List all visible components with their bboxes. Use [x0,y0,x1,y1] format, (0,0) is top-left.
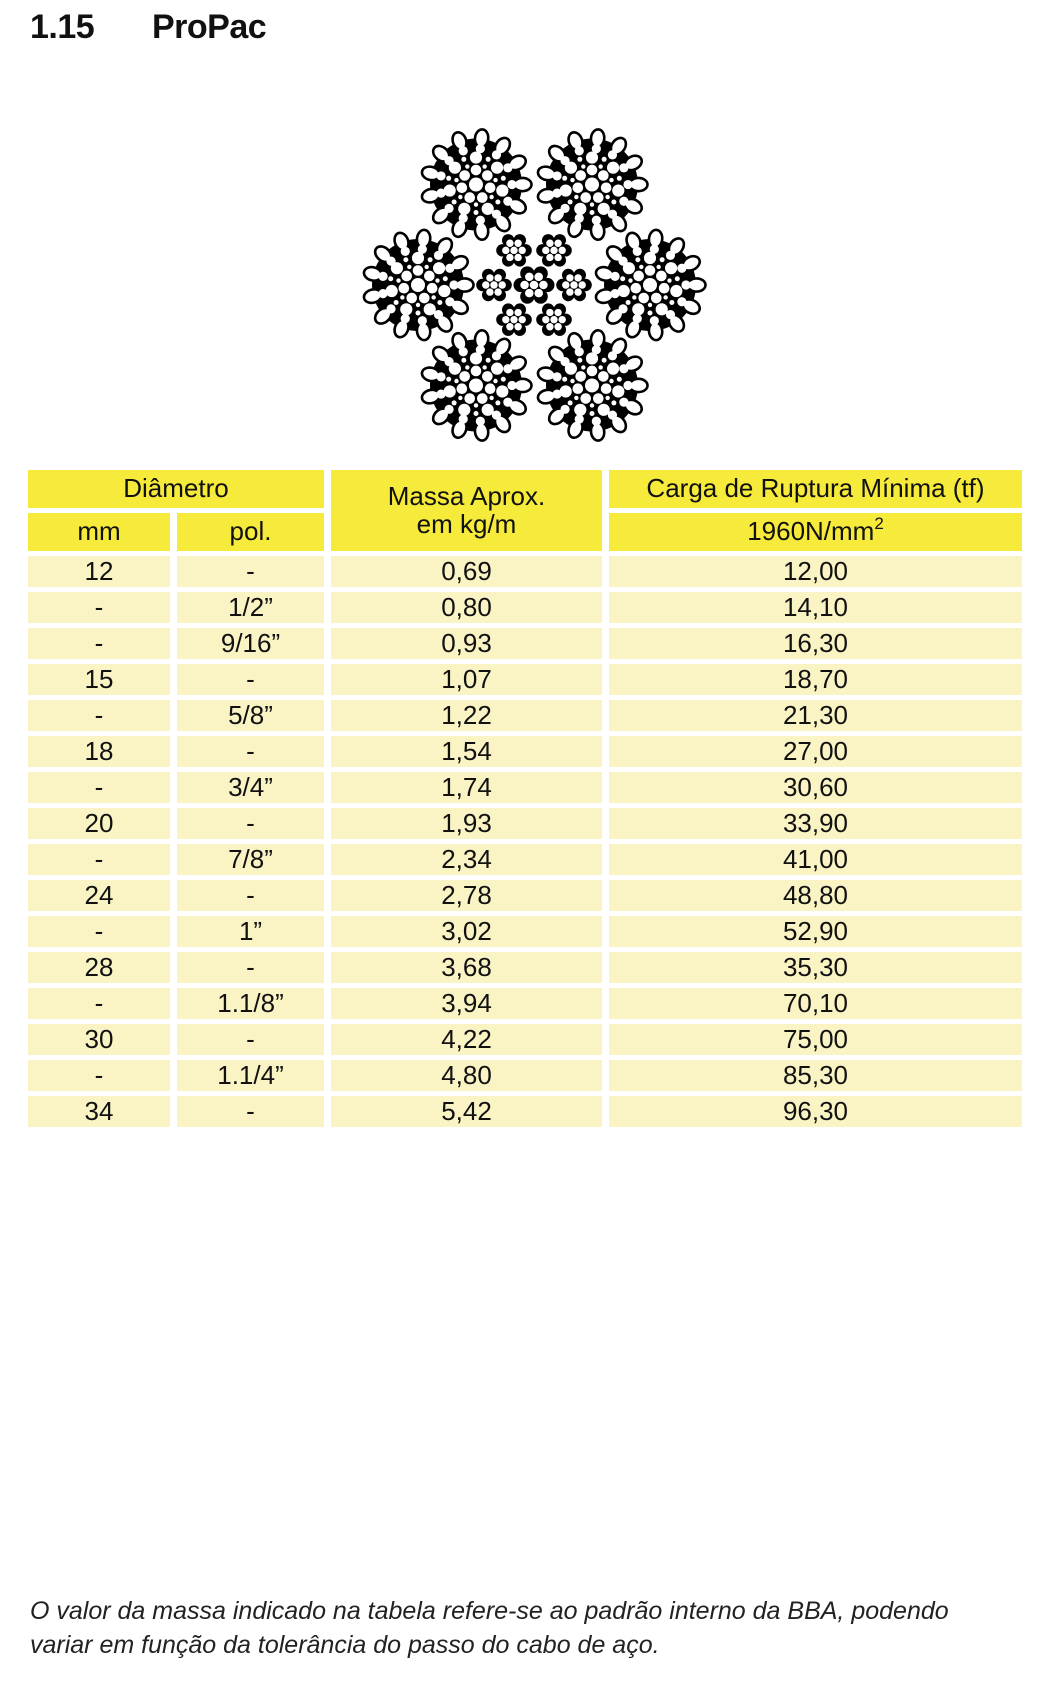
header-pol [177,513,324,551]
header-grade-base: 1960N/mm [747,516,875,547]
table-cell: 20 [28,808,170,839]
table-cell: - [177,556,324,587]
table-cell: 15 [28,664,170,695]
table-cell: - [28,628,170,659]
table-cell: 33,90 [609,808,1022,839]
table-cell: 16,30 [609,628,1022,659]
table-cell: - [177,880,324,911]
table-cell: 4,22 [331,1024,602,1055]
footnote-line1: O valor da massa indicado na tabela refere-se ao padrão interno da BBA, podendo [30,1597,949,1625]
table-cell: - [177,736,324,767]
table-cell: 1.1/8” [177,988,324,1019]
page-title: ProPac [152,8,267,46]
table-cell: 1,93 [331,808,602,839]
table-cell: 48,80 [609,880,1022,911]
table-cell: 1,22 [331,700,602,731]
table-cell: - [28,700,170,731]
table-cell: 0,93 [331,628,602,659]
table-cell: 3/4” [177,772,324,803]
table-cell: 0,80 [331,592,602,623]
table-cell: 9/16” [177,628,324,659]
table-cell: 5,42 [331,1096,602,1127]
table-cell: 41,00 [609,844,1022,875]
footnote [30,1594,949,1662]
table-cell: 70,10 [609,988,1022,1019]
table-cell: 3,68 [331,952,602,983]
table-cell: - [28,916,170,947]
header-mass-line2: em kg/m [416,508,517,539]
table-cell: - [177,808,324,839]
table-cell: 35,30 [609,952,1022,983]
table-cell: - [177,664,324,695]
table-cell: - [28,1060,170,1091]
table-cell: 21,30 [609,700,1022,731]
table-cell: 18 [28,736,170,767]
table-cell: 12,00 [609,556,1022,587]
table-cell: 1,54 [331,736,602,767]
header-mass-line1: Massa Aprox. [387,481,546,512]
spec-table [28,470,1022,1127]
table-cell: - [177,1024,324,1055]
table-cell: - [177,1096,324,1127]
table-cell: 28 [28,952,170,983]
table-cell: 96,30 [609,1096,1022,1127]
table-cell: 4,80 [331,1060,602,1091]
header-grade-superscript: 2 [874,514,884,534]
table-cell: 1.1/4” [177,1060,324,1091]
table-cell: 75,00 [609,1024,1022,1055]
table-cell: - [28,988,170,1019]
table-cell: 18,70 [609,664,1022,695]
header-mm-label: mm [77,516,121,547]
header-pol-label: pol. [229,516,272,547]
section-number: 1.15 [30,8,95,46]
table-cell: - [177,952,324,983]
header-mass [331,470,602,551]
table-cell: 14,10 [609,592,1022,623]
table-cell: 1,07 [331,664,602,695]
table-cell: 1” [177,916,324,947]
table-cell: 30 [28,1024,170,1055]
table-cell: 0,69 [331,556,602,587]
footnote-line2: variar em função da tolerância do passo do cabo de aço. [30,1631,660,1659]
table-cell: 3,02 [331,916,602,947]
table-cell: 24 [28,880,170,911]
table-cell: 3,94 [331,988,602,1019]
table-cell: - [28,592,170,623]
header-diameter-label: Diâmetro [123,473,229,504]
table-cell: 2,34 [331,844,602,875]
table-cell: 85,30 [609,1060,1022,1091]
header-diameter [28,470,324,508]
table-cell: 5/8” [177,700,324,731]
table-cell: 12 [28,556,170,587]
table-cell: 1,74 [331,772,602,803]
table-cell: - [28,772,170,803]
wire-rope-cross-section-icon [361,112,707,458]
table-cell: 1/2” [177,592,324,623]
header-mm [28,513,170,551]
table-cell: 27,00 [609,736,1022,767]
table-cell: 30,60 [609,772,1022,803]
header-breaking-load-label: Carga de Ruptura Mínima (tf) [646,473,985,504]
header-breaking-load [609,470,1022,508]
table-cell: 34 [28,1096,170,1127]
table-cell: 52,90 [609,916,1022,947]
header-grade [609,513,1022,551]
table-cell: 7/8” [177,844,324,875]
table-cell: 2,78 [331,880,602,911]
table-cell: - [28,844,170,875]
